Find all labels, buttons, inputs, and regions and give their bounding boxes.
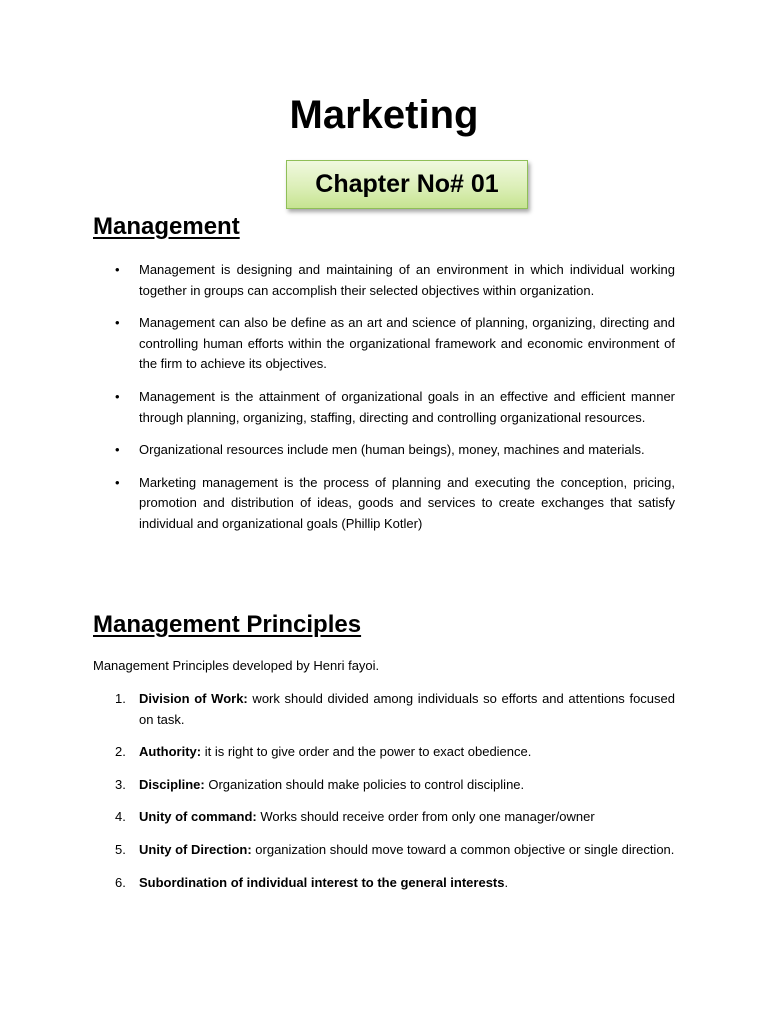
list-item [93, 775, 675, 796]
principle-text: Works should receive order from only one manager/owner [256, 809, 595, 825]
list-item [93, 689, 675, 730]
bullet-marker: • [115, 442, 120, 458]
list-item [93, 260, 675, 301]
management-bullet-list [93, 260, 675, 547]
principle-term: Subordination of individual interest to the general interests [139, 874, 505, 890]
principle-text: organization should move toward a common objective or single direction. [251, 841, 675, 857]
principle-text: Organization should make policies to control discipline. [204, 776, 525, 792]
principle-term: Discipline: [139, 776, 205, 792]
item-number: 2. [115, 744, 126, 760]
chapter-label: Chapter No# 01 [315, 170, 499, 198]
bullet-marker: • [115, 315, 120, 331]
item-number: 6. [115, 874, 126, 890]
list-item [93, 873, 675, 894]
list-item [93, 387, 675, 428]
list-item [93, 473, 675, 535]
principles-heading: Management Principles [93, 611, 362, 638]
bullet-marker: • [115, 388, 120, 404]
bullet-marker: • [115, 474, 120, 490]
chapter-label-box [286, 160, 528, 209]
principle-text: it is right to give order and the power to exact obedience. [201, 744, 532, 760]
list-item [93, 807, 675, 828]
principles-intro: Management Principles developed by Henri fayoi. [93, 658, 380, 673]
principle-text: work should divided among individuals so efforts and attentions focused on task. [139, 691, 675, 727]
item-number: 1. [115, 691, 126, 706]
item-number: 4. [115, 809, 126, 825]
bullet-text: Management is the attainment of organizational goals in an effective and efficient manner through planning, organizing, staffing, directing and controlling organizational resources. [139, 388, 675, 425]
management-heading: Management [93, 213, 240, 240]
principles-numbered-list [93, 689, 675, 905]
list-item [93, 840, 675, 861]
principle-term: Division of Work: [139, 691, 248, 706]
bullet-text: Organizational resources include men (human beings), money, machines and materials. [139, 442, 645, 458]
principle-text: . [504, 874, 509, 890]
principle-term: Authority: [139, 744, 202, 760]
document-title: Marketing [289, 93, 479, 137]
bullet-text: Management can also be define as an art and science of planning, organizing, directing and controlling human efforts within the organizational framework and economic environment of the firm to achieve its objectives. [139, 315, 675, 372]
list-item [93, 313, 675, 375]
list-item [93, 742, 675, 763]
list-item [93, 440, 675, 461]
item-number: 5. [115, 841, 126, 857]
bullet-text: Marketing management is the process of planning and executing the conception, pricing, promotion and distribution of ideas, goods and services to create exchanges that satisfy individual and organizational goals (Phillip Kotler) [139, 474, 675, 531]
principle-term: Unity of Direction: [139, 841, 252, 857]
principle-term: Unity of command: [139, 809, 257, 825]
bullet-text: Management is designing and maintaining of an environment in which individual working together in groups can accomplish their selected objectives within organization. [139, 262, 675, 298]
item-number: 3. [115, 776, 126, 792]
bullet-marker: • [115, 262, 120, 277]
